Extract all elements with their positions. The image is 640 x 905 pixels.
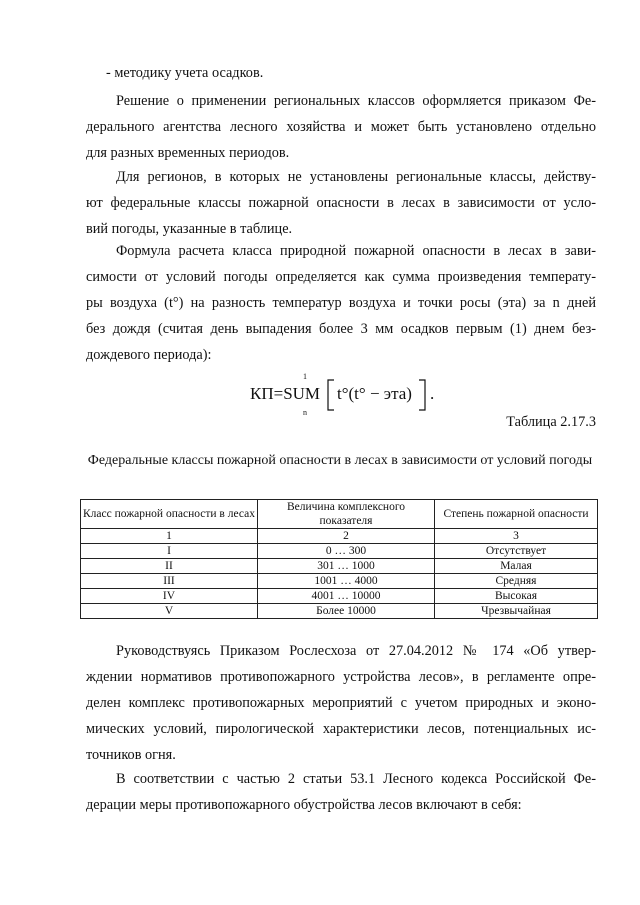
paragraph-federal-classes bbox=[86, 164, 596, 242]
right-bracket-icon bbox=[415, 378, 429, 412]
table-cell: III bbox=[81, 574, 258, 589]
table-cell: Отсутствует bbox=[435, 544, 598, 559]
table-cell: 3 bbox=[435, 529, 598, 544]
table-cell: Малая bbox=[435, 559, 598, 574]
table-row bbox=[81, 589, 598, 604]
table-header-cell: Степень пожарной опасности bbox=[435, 500, 598, 529]
table-row bbox=[81, 574, 598, 589]
left-bracket-icon bbox=[324, 378, 338, 412]
paragraph-regional-classes bbox=[86, 88, 596, 166]
table-cell: 1 bbox=[81, 529, 258, 544]
text-line: Руководствуясь Приказом Рослесхоза от 27.04.2012 № 174 «Об утвер- bbox=[116, 643, 596, 659]
text-line: Решение о применении региональных классов оформляется приказом Фе- bbox=[116, 93, 596, 109]
table-cell: Чрезвычайная bbox=[435, 604, 598, 619]
table-cell: 1001 … 4000 bbox=[258, 574, 435, 589]
table-cell: I bbox=[81, 544, 258, 559]
formula-lhs: КП=SUM bbox=[250, 384, 321, 403]
fire-danger-table bbox=[80, 499, 598, 619]
paragraph-formula-description bbox=[86, 238, 596, 368]
table-cell: Более 10000 bbox=[258, 604, 435, 619]
table-row bbox=[81, 559, 598, 574]
table-cell: 0 … 300 bbox=[258, 544, 435, 559]
table-cell: 2 bbox=[258, 529, 435, 544]
table-cell: 4001 … 10000 bbox=[258, 589, 435, 604]
text-line: ры воздуха (t°) на разность температур воздуха и точки росы (эта) за n дней bbox=[86, 295, 596, 311]
formula-end: . bbox=[430, 384, 435, 403]
paragraph-rosleskhoz-order bbox=[86, 638, 596, 768]
text-line: вий погоды, указанные в таблице. bbox=[86, 221, 293, 237]
text-line: Для регионов, в которых не установлены региональные классы, действу- bbox=[116, 169, 596, 185]
formula-upper-limit: 1 bbox=[303, 372, 307, 381]
table-cell: IV bbox=[81, 589, 258, 604]
table-cell: V bbox=[81, 604, 258, 619]
text-line: для разных временных периодов. bbox=[86, 145, 290, 161]
text-line: В соответствии с частью 2 статьи 53.1 Лесного кодекса Российской Фе- bbox=[116, 771, 596, 787]
table-row bbox=[81, 544, 598, 559]
text-line: ют федеральные классы пожарной опасности в лесах в зависимости от усло- bbox=[86, 195, 596, 211]
paragraph-forest-code bbox=[86, 766, 596, 818]
paragraph-method bbox=[106, 60, 616, 86]
text-line: - методику учета осадков. bbox=[106, 65, 264, 81]
text-line: мических условий, пирологической характеристики лесов, потенциальных ис- bbox=[86, 721, 596, 737]
text-line: делен комплекс противопожарных мероприятий с учетом природных и эконо- bbox=[86, 695, 596, 711]
table-caption: Таблица 2.17.3 bbox=[506, 414, 596, 430]
text-line: без дождя (считая день выпадения более 3 мм осадков первым (1) днем без- bbox=[86, 321, 596, 337]
table-numbering-row bbox=[81, 529, 598, 544]
table-cell: II bbox=[81, 559, 258, 574]
text-line: дерации меры противопожарного обустройства лесов включают в себя: bbox=[86, 797, 522, 813]
text-line: точников огня. bbox=[86, 747, 176, 763]
table-cell: Высокая bbox=[435, 589, 598, 604]
table-cell: Средняя bbox=[435, 574, 598, 589]
table-title: Федеральные классы пожарной опасности в лесах в зависимости от условий погоды bbox=[87, 453, 593, 468]
formula-body: t°(t° − эта) bbox=[337, 384, 412, 403]
text-line: симости от условий погоды определяется как сумма произведения температу- bbox=[86, 269, 596, 285]
formula-lower-limit: n bbox=[303, 408, 307, 417]
formula bbox=[0, 366, 640, 417]
text-line: Формула расчета класса природной пожарной опасности в лесах в зави- bbox=[116, 243, 596, 259]
text-line: дерального агентства лесного хозяйства и может быть установлено отдельно bbox=[86, 119, 596, 135]
table-header-cell: Величина комплексного показателя bbox=[258, 500, 435, 529]
text-line: ждении нормативов противопожарного устройства лесов», в регламенте опре- bbox=[86, 669, 596, 685]
table-row bbox=[81, 604, 598, 619]
text-line: дождевого периода): bbox=[86, 347, 212, 363]
table-header-row bbox=[81, 500, 598, 529]
table-cell: 301 … 1000 bbox=[258, 559, 435, 574]
table-header-cell: Класс пожарной опасности в лесах bbox=[81, 500, 258, 529]
